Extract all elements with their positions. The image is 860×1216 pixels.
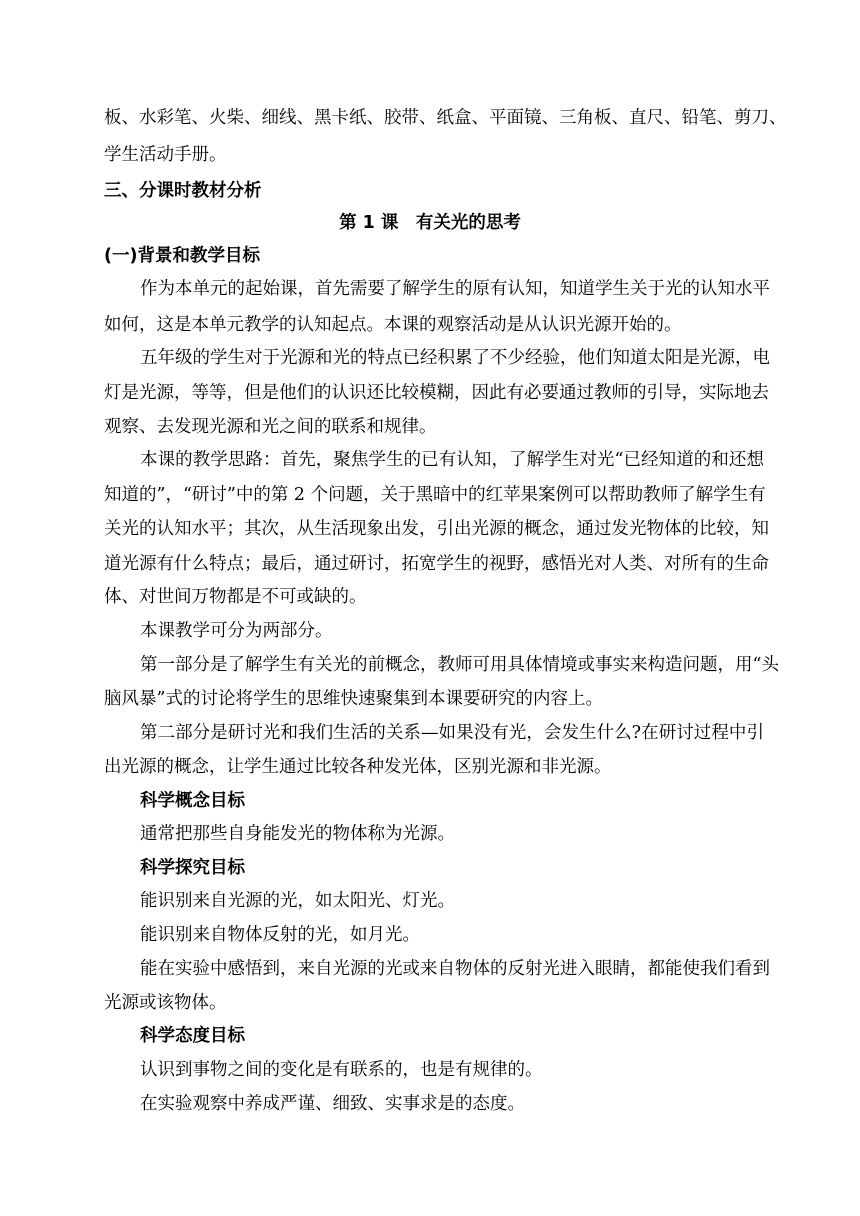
paragraph-line: 学生活动手册。 [104,145,227,165]
section-heading: 三、分课时教材分析 [104,181,262,201]
paragraph-line: 本课教学可分为两部分。 [140,621,333,641]
paragraph-line: 观察、去发现光源和光之间的联系和规律。 [104,417,437,437]
paragraph-line: 道光源有什么特点；最后，通过研讨，拓宽学生的视野，感悟光对人类、对所有的生命 [104,554,769,574]
paragraph-line: 能在实验中感悟到，来自光源的光或来自物体的反射光进入眼睛，都能使我们看到 [140,959,770,979]
goal-heading: 科学探究目标 [140,858,245,878]
paragraph-line: 认识到事物之间的变化是有联系的，也是有规律的。 [140,1060,543,1080]
lesson-title: 第 1 课 有关光的思考 [339,213,521,233]
paragraph-line: 第二部分是研讨光和我们生活的关系—如果没有光，会发生什么?在研讨过程中引 [140,723,764,743]
paragraph-line: 光源或该物体。 [104,993,227,1013]
paragraph-line: 五年级的学生对于光源和光的特点已经积累了不少经验，他们知道太阳是光源，电 [140,348,770,368]
subsection-heading: (一)背景和教学目标 [104,246,260,266]
goal-heading: 科学态度目标 [140,1026,245,1046]
paragraph-line: 体、对世间万物都是不可或缺的。 [104,587,367,607]
paragraph-line: 能识别来自光源的光，如太阳光、灯光。 [140,891,455,911]
paragraph-line: 作为本单元的起始课，首先需要了解学生的原有认知，知道学生关于光的认知水平 [140,279,770,299]
paragraph-line: 能识别来自物体反射的光，如月光。 [140,925,420,945]
paragraph-line: 脑风暴”式的讨论将学生的思维快速聚集到本课要研究的内容上。 [104,689,603,709]
paragraph-line: 出光源的概念，让学生通过比较各种发光体，区别光源和非光源。 [104,757,612,777]
paragraph-line: 在实验观察中养成严谨、细致、实事求是的态度。 [140,1094,525,1114]
paragraph-line: 知道的”，“研讨”中的第 2 个问题，关于黑暗中的红苹果案例可以帮助教师了解学生有 [104,485,766,505]
goal-heading: 科学概念目标 [140,791,245,811]
paragraph-line: 本课的教学思路：首先，聚焦学生的已有认知，了解学生对光“已经知道的和还想 [140,450,764,470]
paragraph-line: 灯是光源，等等，但是他们的认识还比较模糊，因此有必要通过教师的引导，实际地去 [104,383,769,403]
paragraph-line: 通常把那些自身能发光的物体称为光源。 [140,824,455,844]
paragraph-line: 第一部分是了解学生有关光的前概念，教师可用具体情境或事实来构造问题，用“头 [140,655,779,675]
paragraph-line: 板、水彩笔、火柴、细线、黑卡纸、胶带、纸盒、平面镜、三角板、直尺、铅笔、剪刀、 [104,108,787,128]
paragraph-line: 如何，这是本单元教学的认知起点。本课的观察活动是从认识光源开始的。 [104,315,682,335]
paragraph-line: 关光的认知水平；其次，从生活现象出发，引出光源的概念，通过发光物体的比较，知 [104,519,769,539]
